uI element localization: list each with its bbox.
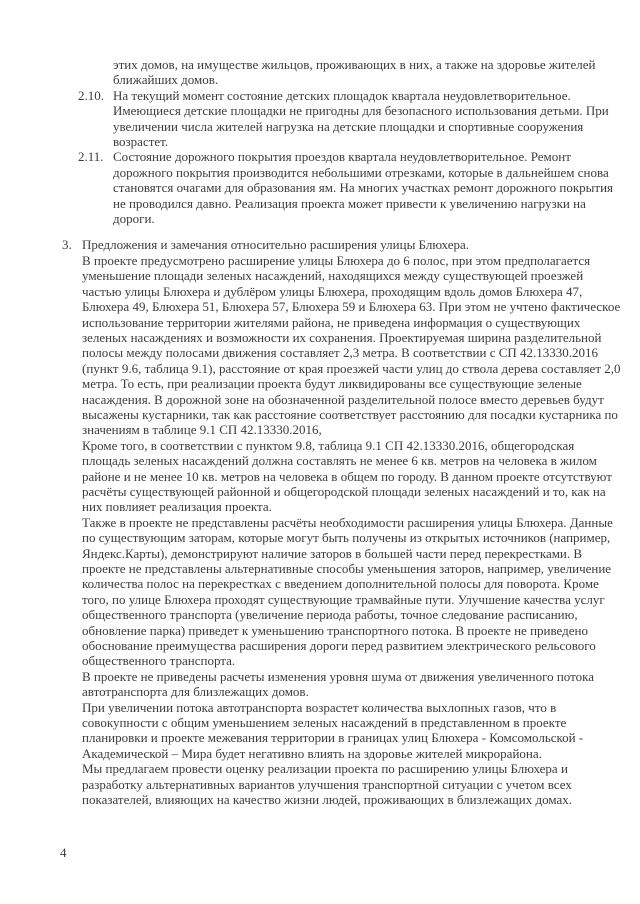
- list-item-text: Состояние дорожного покрытия проездов квартала неудовлетворительное. Ремонт дорожного покрытия производится небольшими отрезками, которые в дальнейшем снова становятся очагами для образования ям. На многих участках ремонт дорожного покрытия не проводился давно. Реализация проекта может привести к увеличению нагрузки на дороги.: [113, 149, 614, 227]
- list-item-number: 2.11.: [78, 149, 104, 165]
- section-number: 3.: [62, 237, 72, 253]
- paragraph: Также в проекте не представлены расчёты необходимости расширения улицы Блюхера. Данные по существующим заторам, которые могут быть получены из открытых источников (например, Яндекс.Карты), демонстрируют наличие заторов в большей части перед перекрестками. В проекте не представлены альтернативные способы уменьшения заторов, например, увеличение количества полос на перекрестках с введением дополнительной полосы для поворота. Кроме того, по улице Блюхера проходят существующие трамвайные пути. Улучшение качества услуг общественного транспорта (увеличение периода работы, точное следование расписанию, обновление парка) приведет к уменьшению транспортного потока. В проекте не приведено обоснование преимущества расширения дороги перед развитием электрического рельсового общественного транспорта.: [82, 514, 613, 669]
- section-title: Предложения и замечания относительно расширения улицы Блюхера.: [82, 237, 470, 253]
- list-item-number: 2.10.: [78, 87, 104, 103]
- continuation-paragraph: этих домов, на имуществе жильцов, проживающих в них, а также на здоровье жителей ближайших домов.: [113, 57, 596, 88]
- section-body: [82, 253, 625, 808]
- paragraph: При увеличении потока автотранспорта возрастет количества выхлопных газов, что в совокупности с общим уменьшением зеленых насаждений в представленном в проекте планировки и проекте межевания территории в границах улиц Блюхера - Комсомольской - Академической – Мира будет негативно влиять на здоровье жителей микрорайона.: [82, 699, 584, 761]
- section-3: [0, 237, 640, 807]
- list-item-text: На текущий момент состояние детских площадок квартала неудовлетворительное. Имеющиеся детские площадки не пригодны для безопасного использования детьми. При увеличении числа жителей нагрузка на детские площадки и спортивные сооружения возрастет.: [113, 87, 609, 150]
- list-item-2-10: [78, 88, 640, 150]
- list-item-2-11: [78, 149, 640, 226]
- section-title-row: [62, 237, 640, 252]
- paragraph: Кроме того, в соответствии с пунктом 9.8, таблица 9.1 СП 42.13330.2016, общегородская площадь зеленых насаждений должна составлять не менее 6 кв. метров на человека в жилом районе и не менее 10 кв. метров на человека в общем по городу. В данном проекте отсутствуют расчёты существующей районной и общегородской площади зеленых насаждений и то, как на них повлияет реализация проекта.: [82, 437, 612, 515]
- paragraph: В проекте не приведены расчеты изменения уровня шума от движения увеличенного потока автотранспорта для близлежащих домов.: [82, 668, 595, 700]
- page-number: 4: [60, 845, 67, 860]
- paragraph: В проекте предусмотрено расширение улицы Блюхера до 6 полос, при этом предполагается уменьшение площади зеленых насаждений, находящихся между существующей проезжей частью улицы Блюхера и дублёром улицы Блюхера, проходящим вдоль домов Блюхера 47, Блюхера 49, Блюхера 51, Блюхера 57, Блюхера 59 и Блюхера 63. При этом не учтено фактическое использование территории жителями района, не приведена информация о существующих зеленых насаждениях и возможности их сохранения. Проектируемая ширина разделительной полосы между полосами движения составляет 2,3 метра. В соответствии с СП 42.13330.2016 (пункт 9.6, таблица 9.1), расстояние от края проезжей части улиц до ствола дерева составляет 2,0 метра. То есть, при реализации проекта будут ликвидированы все существующие зеленые насаждения. В дорожной зоне на обозначенной разделительной полосе вместо деревьев будут высажены кустарники, так как расстояние соответствует расстоянию для посадки кустарника по значениям в таблице 9.1 СП 42.13330.2016,: [82, 252, 621, 438]
- paragraph: Мы предлагаем провести оценку реализации проекта по расширению улицы Блюхера и разработку альтернативных вариантов улучшения транспортной ситуации с учетом всех показателей, влияющих на качество жизни людей, проживающих в близлежащих домах.: [82, 761, 572, 808]
